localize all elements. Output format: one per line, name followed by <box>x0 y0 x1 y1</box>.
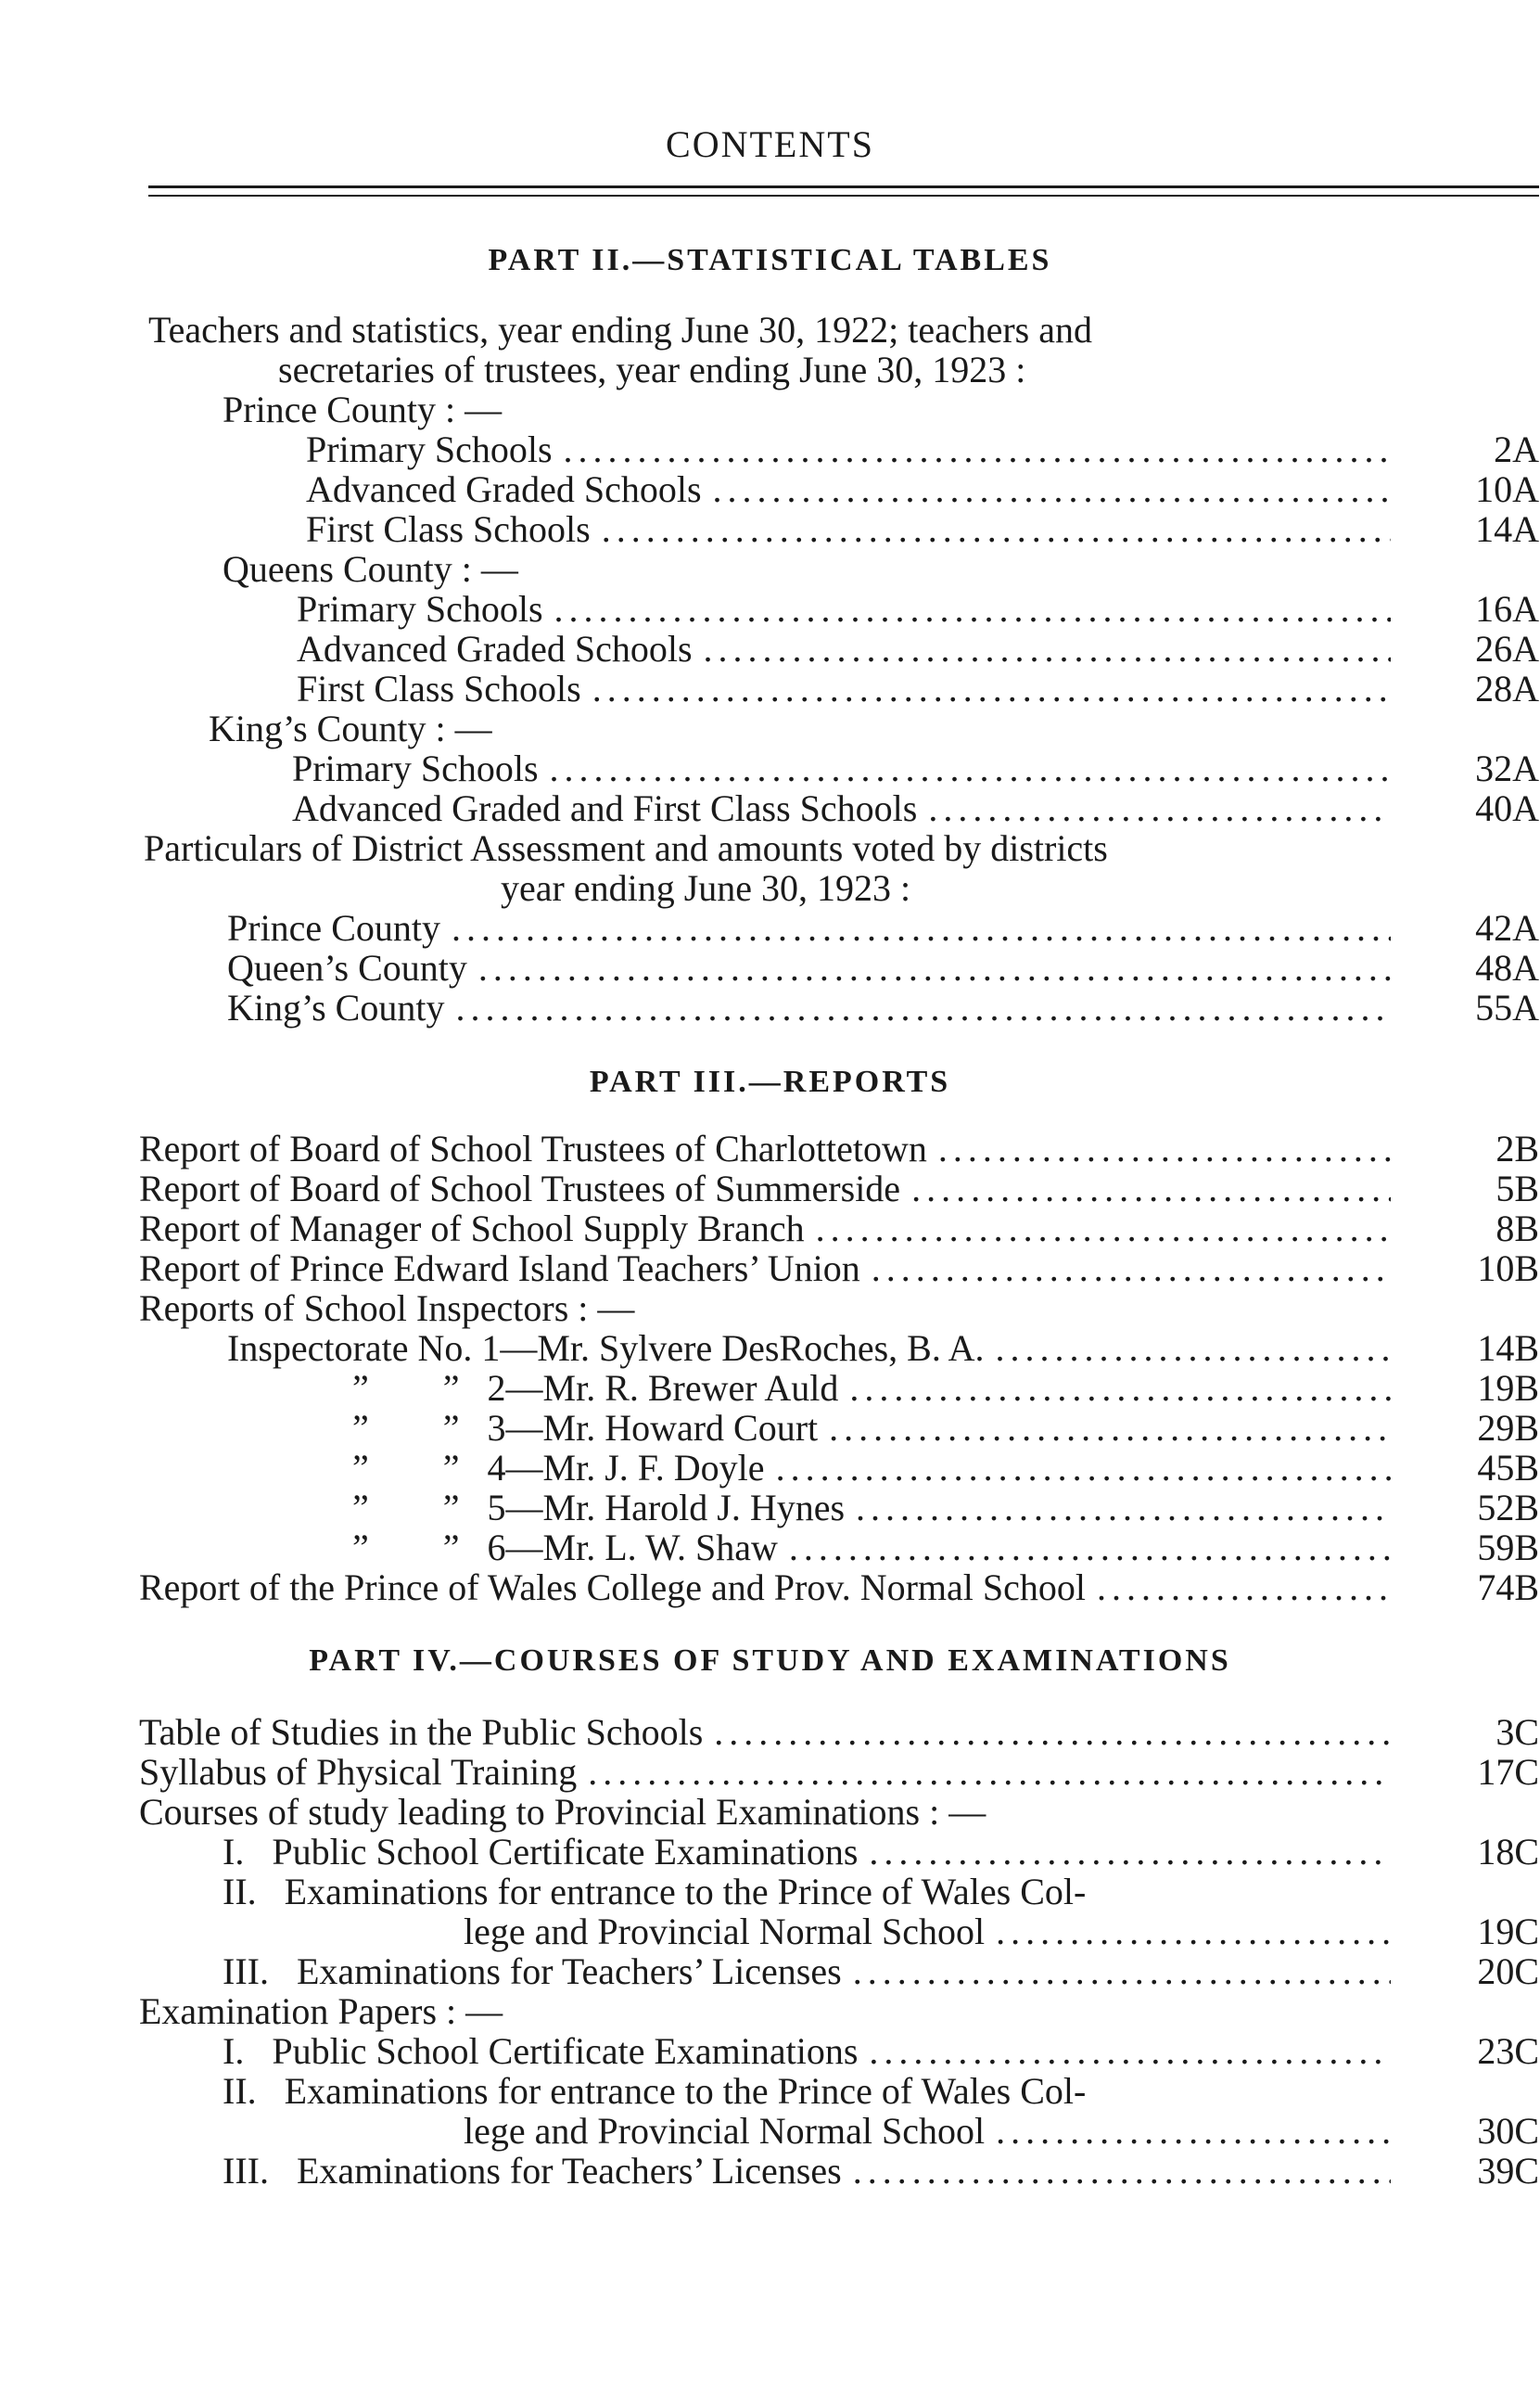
toc-entry[interactable] <box>352 1368 1391 1409</box>
page-number: 52B <box>1477 1487 1539 1528</box>
dot-leader <box>869 1832 1391 1873</box>
page-number: 19C <box>1477 1911 1539 1952</box>
page-number: 14B <box>1477 1327 1539 1369</box>
toc-entry[interactable] <box>306 429 1391 470</box>
toc-entry[interactable] <box>227 988 1391 1029</box>
toc-entry[interactable] <box>292 748 1391 789</box>
dot-leader <box>938 1129 1391 1170</box>
entry-label: Report of Board of School Trustees of Summerside <box>139 1168 901 1209</box>
page-number: 2B <box>1495 1128 1539 1170</box>
page-number: 28A <box>1475 668 1539 709</box>
entry-label: III. Examinations for Teachers’ Licenses <box>223 2150 842 2192</box>
assessment-line2: year ending June 30, 1923 : <box>501 867 911 909</box>
page-number: 3C <box>1495 1711 1539 1753</box>
page-number: 40A <box>1475 787 1539 829</box>
inspectors-heading: Reports of School Inspectors : — <box>139 1287 635 1329</box>
dot-leader <box>554 589 1391 630</box>
entry-label: First Class Schools <box>306 508 591 550</box>
header-rule <box>148 185 1539 188</box>
toc-entry[interactable] <box>297 669 1391 709</box>
toc-entry[interactable] <box>223 2031 1391 2072</box>
toc-entry[interactable] <box>139 1752 1391 1793</box>
dot-leader <box>455 988 1391 1029</box>
assessment-line1: Particulars of District Assessment and amounts voted by districts <box>144 827 1108 869</box>
dot-leader <box>928 788 1391 829</box>
page-number: 23C <box>1477 2030 1539 2072</box>
page-number: 19B <box>1477 1367 1539 1409</box>
toc-entry[interactable] <box>223 1832 1391 1873</box>
dot-leader <box>704 629 1391 670</box>
dot-leader <box>869 2031 1391 2072</box>
page-number: 45B <box>1477 1447 1539 1489</box>
toc-entry[interactable] <box>464 1911 1391 1952</box>
entry-label: First Class Schools <box>297 668 581 709</box>
dot-leader <box>592 669 1391 709</box>
toc-entry[interactable] <box>297 589 1391 630</box>
dot-leader <box>849 1368 1391 1409</box>
toc-entry[interactable] <box>464 2111 1391 2152</box>
dot-leader <box>1097 1567 1391 1608</box>
entry-label: Advanced Graded and First Class Schools <box>292 787 918 829</box>
page-number: 10B <box>1477 1247 1539 1289</box>
dot-leader <box>452 908 1391 949</box>
toc-entry[interactable] <box>139 1712 1391 1753</box>
entry-label: III. Examinations for Teachers’ Licenses <box>223 1950 842 1992</box>
part2-intro-line2: secretaries of trustees, year ending June 30, 1923 : <box>278 349 1026 390</box>
header-rule-secondary <box>148 195 1539 197</box>
dot-leader <box>602 509 1391 550</box>
entry-label: Prince County <box>227 907 440 949</box>
toc-entry[interactable] <box>297 629 1391 670</box>
dot-leader <box>853 2151 1391 2192</box>
kings-county-heading: King’s County : — <box>209 708 492 749</box>
dot-leader <box>564 429 1391 470</box>
entry-label: Queen’s County <box>227 947 467 989</box>
page-number: 17C <box>1477 1751 1539 1793</box>
dot-leader <box>550 748 1391 789</box>
part3-heading: PART III.—REPORTS <box>589 1065 951 1099</box>
page-number: 20C <box>1477 1950 1539 1992</box>
toc-entry[interactable] <box>227 948 1391 989</box>
toc-entry[interactable] <box>352 1488 1391 1528</box>
toc-entry[interactable] <box>223 2151 1391 2192</box>
entry-label: ” ” 5—Mr. Harold J. Hynes <box>352 1487 846 1528</box>
paper-2-line1: II. Examinations for entrance to the Prince of Wales Col- <box>223 2070 1087 2112</box>
prince-county-heading: Prince County : — <box>223 389 503 430</box>
entry-label: Advanced Graded Schools <box>306 468 702 510</box>
toc-entry[interactable] <box>139 1169 1391 1209</box>
queens-county-heading: Queens County : — <box>223 548 518 590</box>
toc-entry[interactable] <box>227 1328 1391 1369</box>
part2-heading: PART II.—STATISTICAL TABLES <box>488 243 1052 277</box>
page-number: 14A <box>1475 508 1539 550</box>
entry-label: Inspectorate No. 1—Mr. Sylvere DesRoches, B. A. <box>227 1327 985 1369</box>
page-number: 18C <box>1477 1831 1539 1873</box>
page-number: 42A <box>1475 907 1539 949</box>
part4-heading: PART IV.—COURSES OF STUDY AND EXAMINATIONS <box>309 1643 1231 1678</box>
dot-leader <box>911 1169 1391 1209</box>
part2-intro-line1: Teachers and statistics, year ending June 30, 1922; teachers and <box>148 309 1092 351</box>
entry-label: ” ” 3—Mr. Howard Court <box>352 1407 819 1449</box>
page-number: 8B <box>1495 1208 1539 1249</box>
toc-entry[interactable] <box>139 1248 1391 1289</box>
dot-leader <box>996 1911 1391 1952</box>
page-number: 16A <box>1475 588 1539 630</box>
entry-label: Primary Schools <box>306 428 553 470</box>
entry-label: Table of Studies in the Public Schools <box>139 1711 704 1753</box>
page-number: 29B <box>1477 1407 1539 1449</box>
courses-heading: Courses of study leading to Provincial Examinations : — <box>139 1791 986 1833</box>
dot-leader <box>816 1208 1391 1249</box>
entry-label: Advanced Graded Schools <box>297 628 693 670</box>
toc-entry[interactable] <box>352 1448 1391 1489</box>
toc-entry[interactable] <box>223 1951 1391 1992</box>
toc-entry[interactable] <box>139 1567 1391 1608</box>
entry-label: I. Public School Certificate Examinations <box>223 1831 859 1873</box>
page-header: CONTENTS <box>666 123 874 165</box>
dot-leader <box>996 2111 1391 2152</box>
dot-leader <box>829 1408 1391 1449</box>
dot-leader <box>713 469 1391 510</box>
page-number: 2A <box>1494 428 1539 470</box>
entry-label: King’s County <box>227 987 445 1029</box>
entry-label: Report of Manager of School Supply Branch <box>139 1208 805 1249</box>
page-number: 55A <box>1475 987 1539 1029</box>
dot-leader <box>714 1712 1391 1753</box>
entry-label: lege and Provincial Normal School <box>464 1911 986 1952</box>
dot-leader <box>856 1488 1391 1528</box>
entry-label: ” ” 4—Mr. J. F. Doyle <box>352 1447 765 1489</box>
toc-entry[interactable] <box>227 908 1391 949</box>
toc-entry[interactable] <box>352 1408 1391 1449</box>
page-number: 39C <box>1477 2150 1539 2192</box>
toc-entry[interactable] <box>139 1208 1391 1249</box>
entry-label: ” ” 6—Mr. L. W. Shaw <box>352 1527 778 1568</box>
entry-label: lege and Provincial Normal School <box>464 2110 986 2152</box>
page-number: 26A <box>1475 628 1539 670</box>
page-number: 48A <box>1475 947 1539 989</box>
dot-leader <box>789 1527 1391 1568</box>
course-2-line1: II. Examinations for entrance to the Prince of Wales Col- <box>223 1871 1087 1912</box>
page-number: 5B <box>1495 1168 1539 1209</box>
entry-label: Report of Board of School Trustees of Charlottetown <box>139 1128 927 1170</box>
page-number: 30C <box>1477 2110 1539 2152</box>
entry-label: Syllabus of Physical Training <box>139 1751 578 1793</box>
entry-label: Report of Prince Edward Island Teachers’ Union <box>139 1247 860 1289</box>
toc-entry[interactable] <box>352 1527 1391 1568</box>
page-number: 59B <box>1477 1527 1539 1568</box>
dot-leader <box>776 1448 1391 1489</box>
entry-label: Report of the Prince of Wales College and Prov. Normal School <box>139 1566 1087 1608</box>
entry-label: I. Public School Certificate Examinations <box>223 2030 859 2072</box>
entry-label: Primary Schools <box>297 588 543 630</box>
toc-entry[interactable] <box>292 788 1391 829</box>
entry-label: ” ” 2—Mr. R. Brewer Auld <box>352 1367 839 1409</box>
page-number: 32A <box>1475 748 1539 789</box>
dot-leader <box>996 1328 1391 1369</box>
dot-leader <box>872 1248 1391 1289</box>
dot-leader <box>478 948 1391 989</box>
dot-leader <box>853 1951 1391 1992</box>
papers-heading: Examination Papers : — <box>139 1990 503 2032</box>
dot-leader <box>588 1752 1391 1793</box>
toc-entry[interactable] <box>306 509 1391 550</box>
page-number: 74B <box>1477 1566 1539 1608</box>
toc-entry[interactable] <box>306 469 1391 510</box>
page-number: 10A <box>1475 468 1539 510</box>
toc-entry[interactable] <box>139 1129 1391 1170</box>
entry-label: Primary Schools <box>292 748 539 789</box>
